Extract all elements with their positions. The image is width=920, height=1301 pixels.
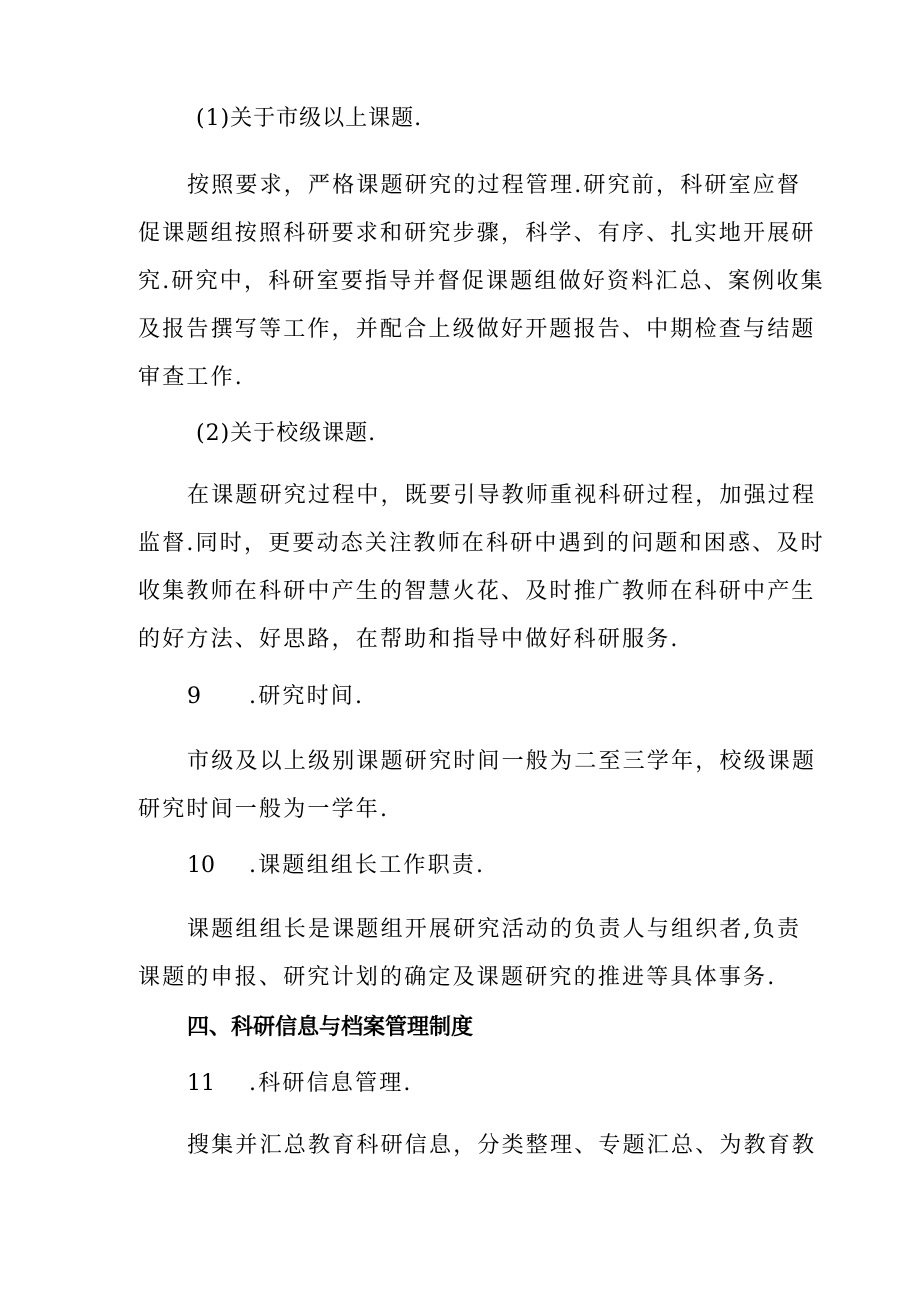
paragraph-line: 搜集并汇总教育科研信息，分类整理、专题汇总、为教育教 — [187, 1133, 817, 1158]
paragraph-line: 及报告撰写等工作，并配合上级做好开题报告、中期检查与结题 — [138, 317, 816, 342]
item-title: .课题组组长工作职责. — [249, 853, 486, 878]
numbered-item-10 — [187, 850, 839, 882]
paragraph-line: 市级及以上级别课题研究时间一般为二至三学年，校级课题 — [187, 749, 817, 774]
item-number: 11 — [187, 1071, 215, 1096]
item-number: 9 — [187, 684, 201, 709]
paragraph-line: 研究时间一般为一学年. — [138, 797, 390, 822]
paragraph-line: 按照要求，严格课题研究的过程管理.研究前，科研室应督 — [187, 173, 802, 198]
item-number: 10 — [187, 853, 215, 878]
paragraph-line: 课题组组长是课题组开展研究活动的负责人与组织者,负责 — [187, 917, 802, 942]
paragraph-line: 监督.同时，更要动态关注教师在科研中遇到的问题和困惑、及时 — [138, 531, 825, 556]
section-heading: 四、科研信息与档案管理制度 — [187, 1015, 474, 1040]
paragraph-line: 究.研究中，科研室要指导并督促课题组做好资料汇总、案例收集 — [138, 269, 825, 294]
numbered-item-11 — [187, 1068, 839, 1100]
paragraph-line: 课题的申报、研究计划的确定及课题研究的推进等具体事务. — [138, 965, 777, 990]
paragraph-line: 的好方法、好思路，在帮助和指导中做好科研服务. — [138, 627, 680, 652]
item-title: .研究时间. — [249, 684, 365, 709]
sub-heading-municipal: (1)关于市级以上课题. — [196, 106, 423, 131]
numbered-item-9 — [187, 681, 839, 713]
sub-heading-school: (2)关于校级课题. — [196, 421, 377, 446]
paragraph-line: 审查工作. — [138, 365, 244, 390]
paragraph-line: 在课题研究过程中，既要引导教师重视科研过程，加强过程 — [187, 483, 817, 508]
paragraph-line: 收集教师在科研中产生的智慧火花、及时推广教师在科研中产生 — [138, 579, 816, 604]
paragraph-line: 促课题组按照科研要求和研究步骤，科学、有序、扎实地开展研 — [138, 221, 816, 246]
item-title: .科研信息管理. — [249, 1071, 413, 1096]
